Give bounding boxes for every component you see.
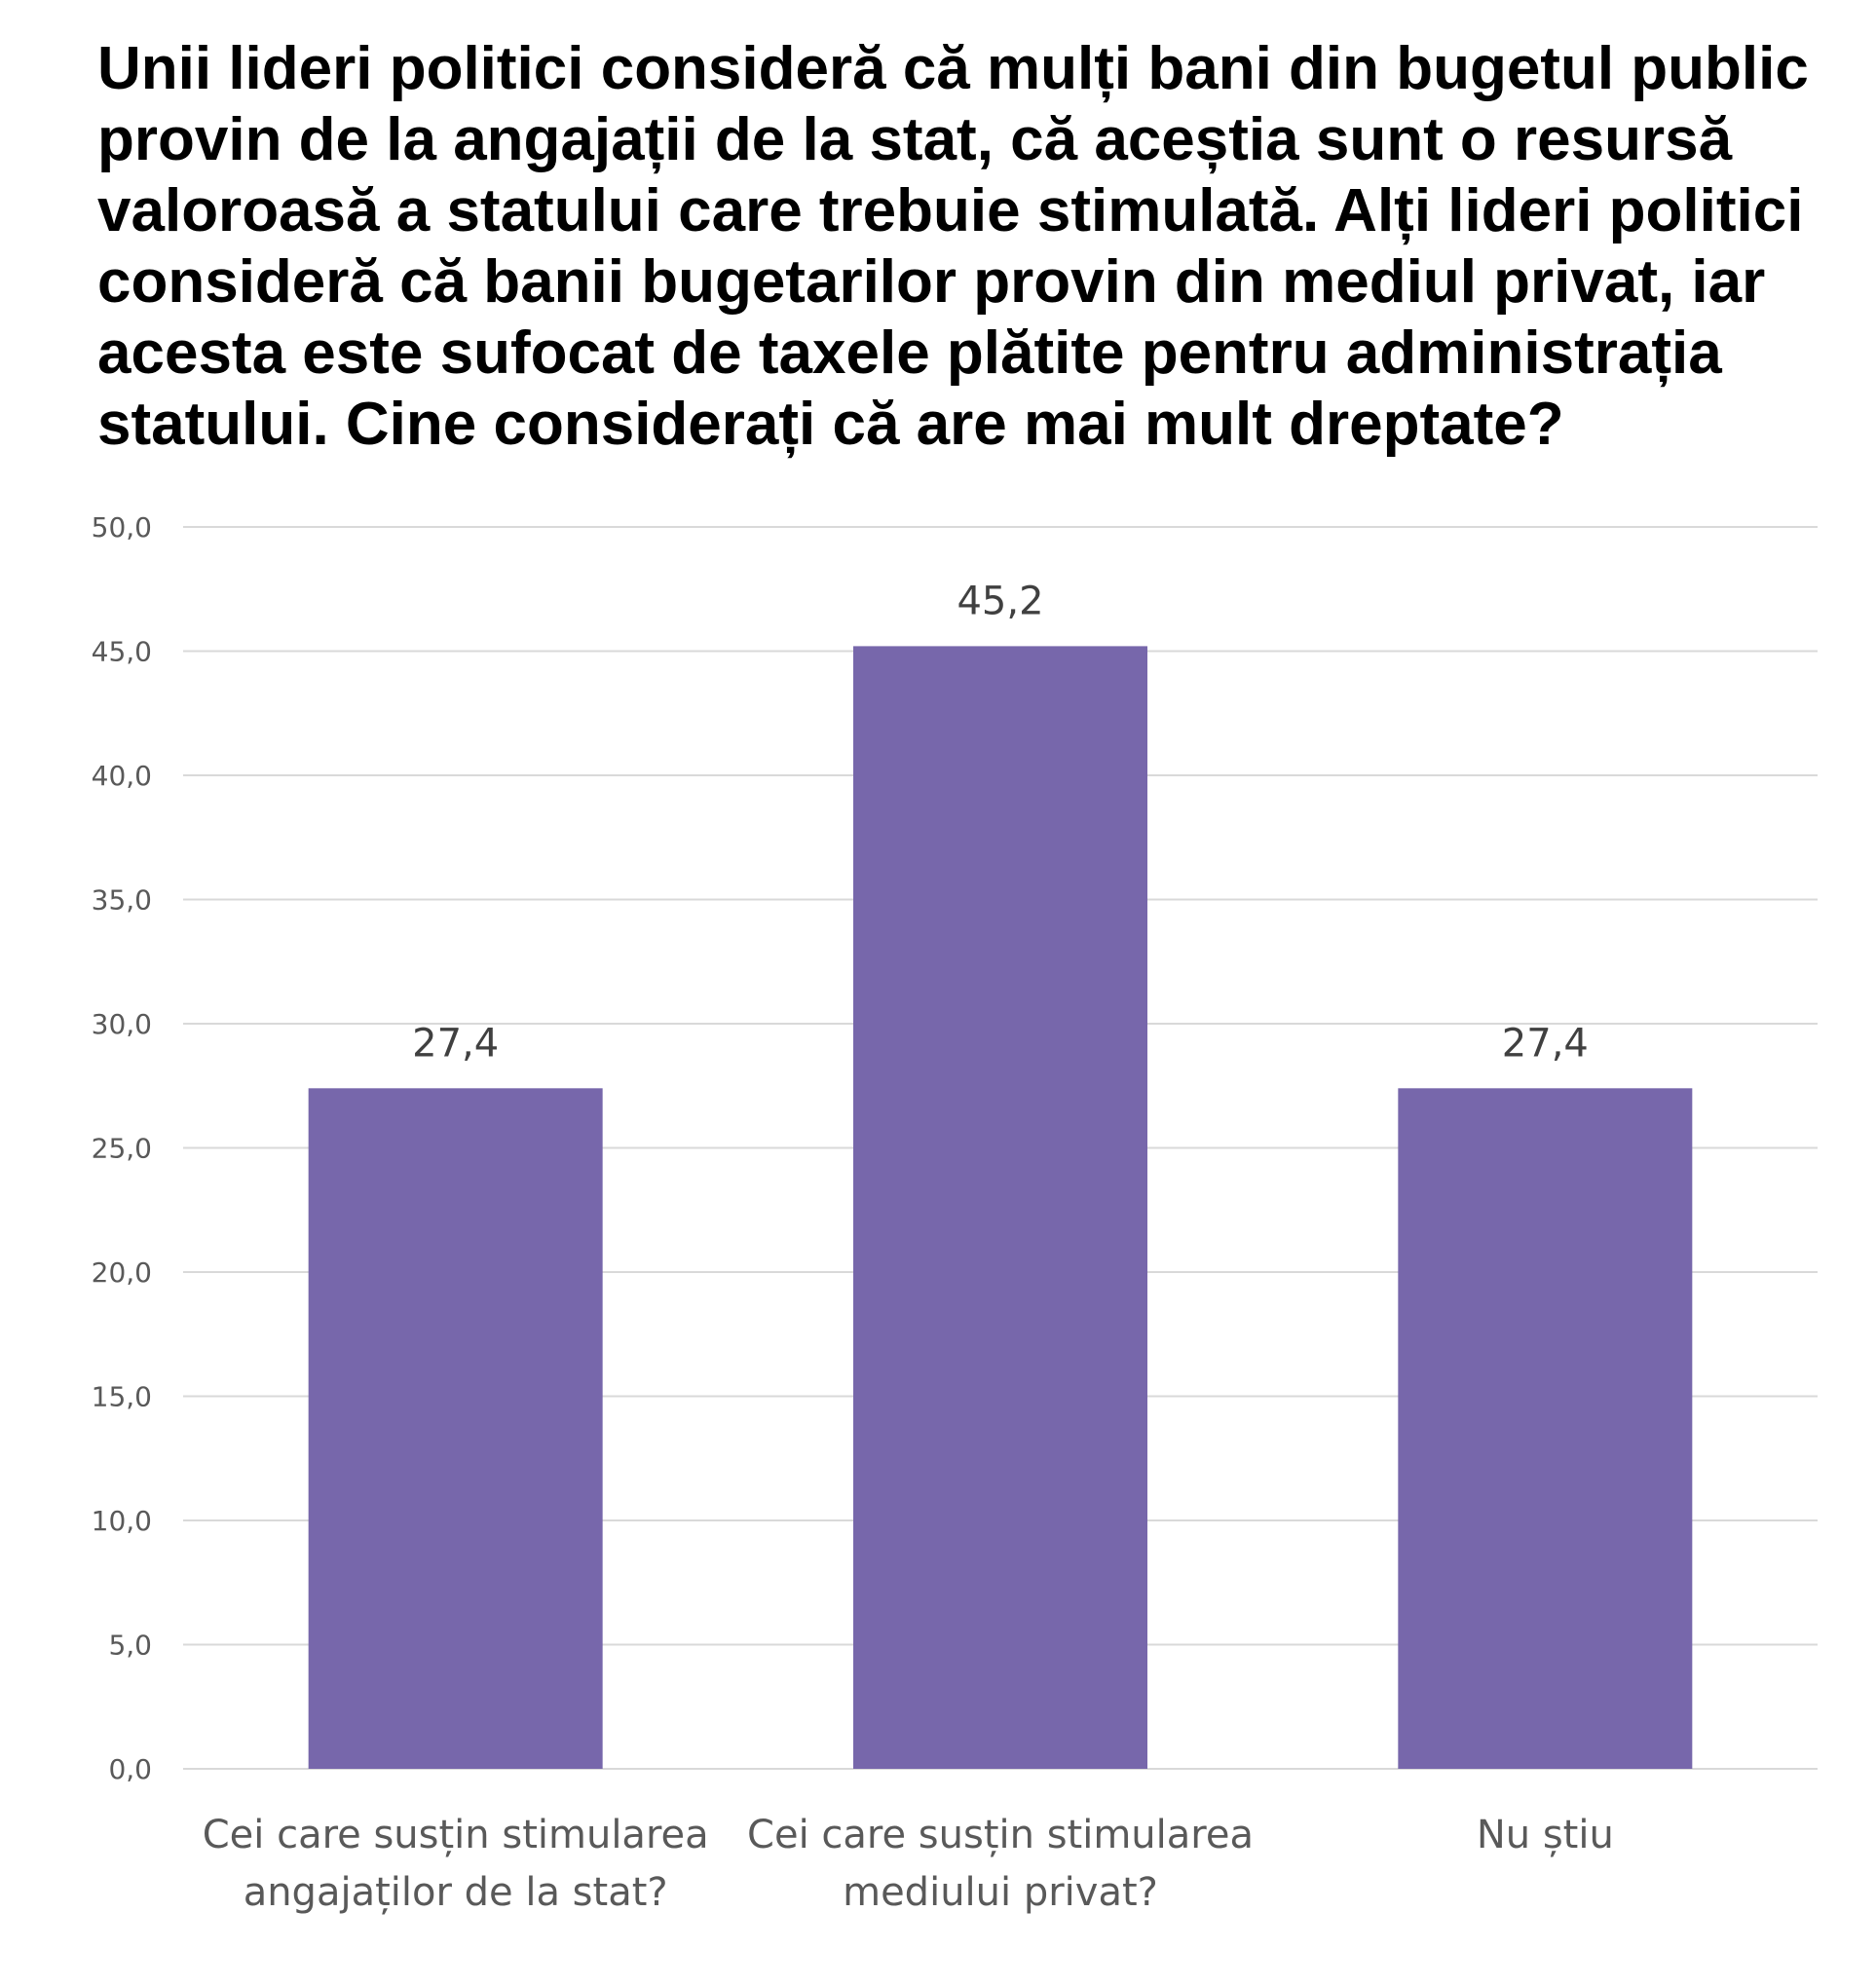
bar — [309, 1088, 603, 1769]
data-label: 27,4 — [1501, 1021, 1589, 1067]
y-axis-ticks — [92, 511, 152, 1785]
category-label: angajaților de la stat? — [243, 1870, 668, 1915]
y-tick-label: 10,0 — [91, 1505, 152, 1537]
y-tick-label: 45,0 — [91, 635, 152, 668]
y-tick-label: 50,0 — [91, 511, 152, 544]
bars — [309, 646, 1693, 1769]
bar — [1398, 1088, 1692, 1769]
category-label: Cei care susțin stimularea — [747, 1813, 1254, 1857]
category-label: Nu știu — [1476, 1813, 1614, 1857]
bar — [853, 646, 1147, 1769]
y-tick-label: 40,0 — [91, 760, 152, 792]
y-tick-label: 35,0 — [91, 883, 152, 917]
y-tick-label: 15,0 — [91, 1380, 152, 1413]
category-labels — [203, 1813, 1614, 1915]
category-label: mediului privat? — [843, 1870, 1158, 1915]
data-label: 27,4 — [412, 1021, 500, 1067]
y-tick-label: 0,0 — [108, 1753, 152, 1785]
chart-title: Unii lideri politici consideră că mulți bani din bugetul public provin de la angajații de la stat, că aceștia sunt o resursă valoroasă a statului care trebuie stimulată. Alți lideri politici consideră că banii bugetarilor provin din mediul privat, iar acesta este sufocat de taxele plătite pentru administrația statului. Cine considerați că are mai mult dreptate? — [97, 35, 1809, 458]
y-tick-label: 20,0 — [91, 1256, 152, 1289]
y-tick-label: 30,0 — [91, 1008, 152, 1040]
y-tick-label: 25,0 — [91, 1132, 152, 1165]
y-tick-label: 5,0 — [108, 1629, 152, 1662]
category-label: Cei care susțin stimularea — [202, 1813, 709, 1857]
data-label: 45,2 — [957, 579, 1044, 624]
